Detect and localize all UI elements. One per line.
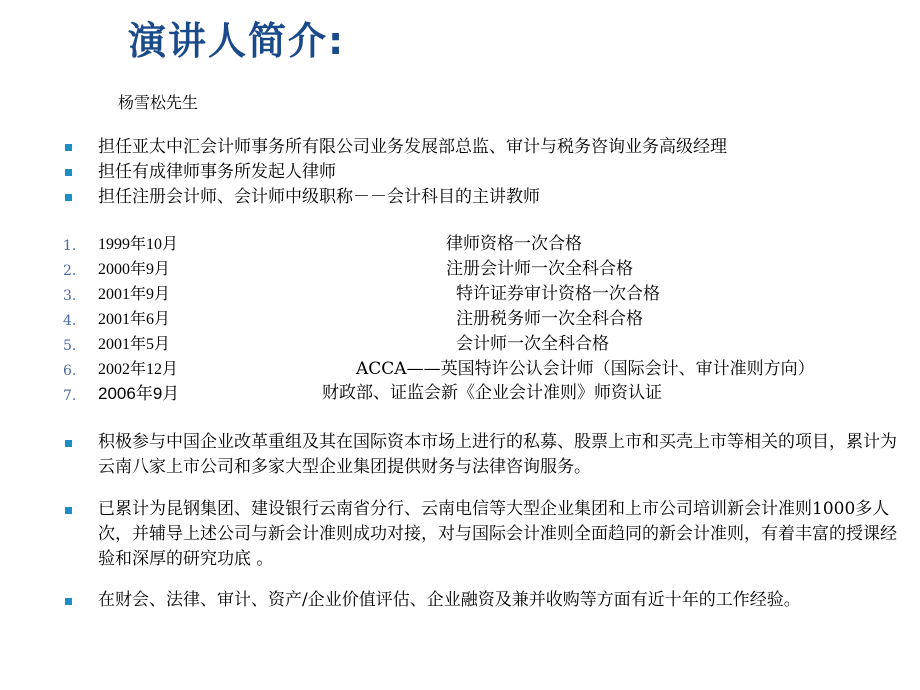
list-number: 1. [63, 238, 77, 254]
qualification-cert: 会计师一次全科合格 [456, 334, 609, 354]
qualification-date: 2001年5月 [98, 336, 171, 353]
list-number: 5. [63, 338, 77, 354]
role-item: 担任注册会计师、会计师中级职称－－会计科目的主讲教师 [98, 187, 540, 207]
list-number: 4. [63, 313, 77, 329]
speaker-name: 杨雪松先生 [118, 93, 199, 112]
bullet-icon [65, 144, 72, 151]
list-number: 2. [63, 263, 77, 279]
qualification-date: 1999年10月 [98, 236, 179, 253]
list-number: 6. [63, 363, 77, 379]
qualification-cert: 律师资格一次合格 [446, 234, 582, 254]
role-item: 担任有成律师事务所发起人律师 [98, 162, 336, 182]
qualification-cert: 注册税务师一次全科合格 [456, 309, 643, 329]
qualification-cert: 注册会计师一次全科合格 [446, 259, 633, 279]
experience-paragraph: 积极参与中国企业改革重组及其在国际资本市场上进行的私募、股票上市和买壳上市等相关的项目，累计为云南八家上市公司和多家大型企业集团提供财务与法律咨询服务。 [98, 432, 897, 477]
bullet-icon [65, 440, 72, 447]
role-item: 担任亚太中汇会计师事务所有限公司业务发展部总监、审计与税务咨询业务高级经理 [98, 137, 727, 157]
page-title: 演讲人简介: [128, 19, 346, 63]
qualification-cert: 特许证券审计资格一次合格 [456, 284, 660, 304]
training-paragraph: 已累计为昆钢集团、建设银行云南省分行、云南电信等大型企业集团和上市公司培训新会计准则1000多人次，并辅导上述公司与新会计准则成功对接，对与国际会计准则全面趋同的新会计准则，有着丰富的授课经验和深厚的研究功底 。 [98, 499, 897, 569]
bullet-icon [65, 194, 72, 201]
list-number: 3. [63, 288, 77, 304]
bullet-icon [65, 507, 72, 514]
qualification-date: 2001年6月 [98, 311, 171, 328]
qualification-date: 2000年9月 [98, 261, 171, 278]
list-number: 7. [63, 388, 77, 404]
qualification-date: 2002年12月 [98, 361, 179, 378]
bullet-icon [65, 598, 72, 605]
expertise-paragraph: 在财会、法律、审计、资产/企业价值评估、企业融资及兼并收购等方面有近十年的工作经验。 [98, 590, 801, 610]
qualification-date: 2006年9月 [98, 384, 180, 403]
qualification-cert: ACCA——英国特许公认会计师（国际会计、审计准则方向） [356, 359, 815, 379]
qualification-date: 2001年9月 [98, 286, 171, 303]
qualification-cert: 财政部、证监会新《企业会计准则》师资认证 [322, 383, 662, 403]
bullet-icon [65, 169, 72, 176]
